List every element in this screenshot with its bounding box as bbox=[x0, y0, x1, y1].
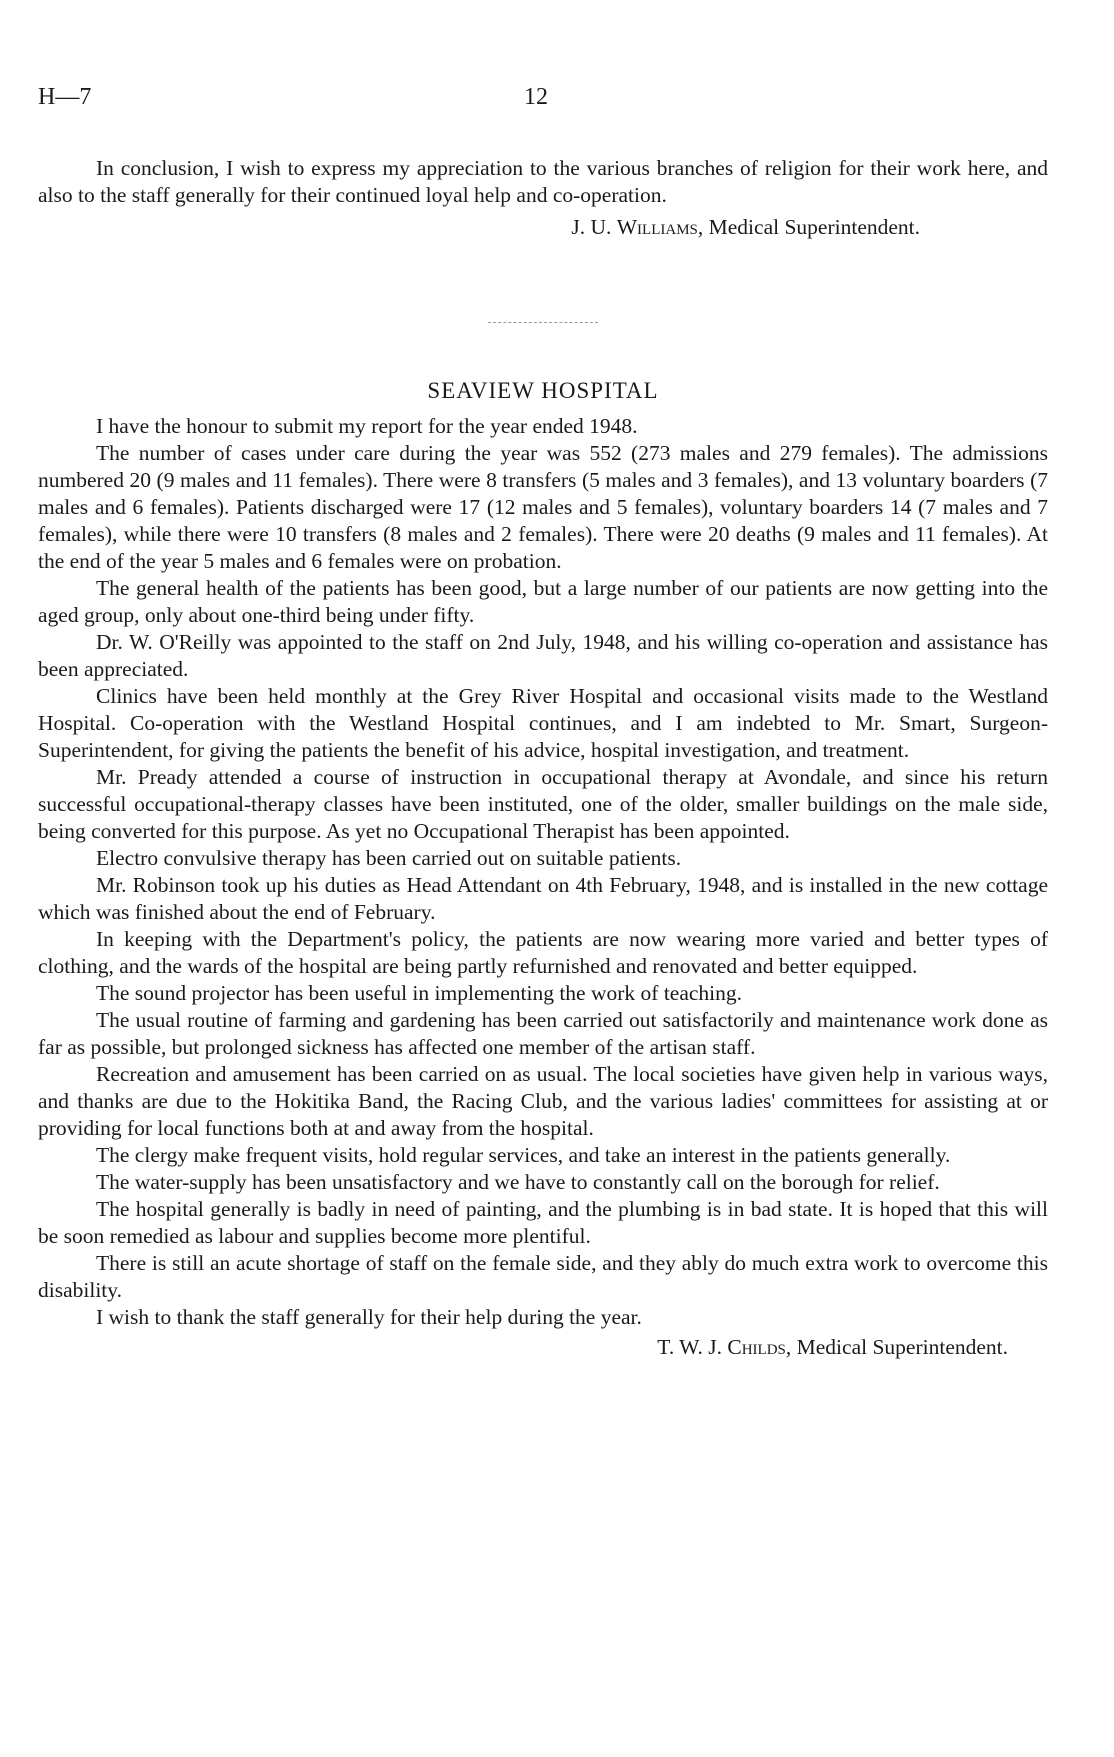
paragraph: The general health of the patients has been good, but a large number of our patients are now getting into the aged group, only about one-third being under fifty. bbox=[38, 576, 1048, 627]
document-reference: H—7 bbox=[38, 84, 92, 110]
paragraph: In conclusion, I wish to express my appreciation to the various branches of religion for their work here, and also to the staff generally for their continued loyal help and co-operation. bbox=[38, 156, 1048, 207]
paragraph: Dr. W. O'Reilly was appointed to the staff on 2nd July, 1948, and his willing co-operation and assistance has been appreciated. bbox=[38, 630, 1048, 681]
paragraph: The number of cases under care during the year was 552 (273 males and 279 females). The admissions numbered 20 (9 males and 11 females). There were 8 transfers (5 males and 3 females), and 13 voluntary boarders (7 males and 6 females). Patients discharged were 17 (12 males and 5 females), voluntary boarders 14 (7 males and 7 females), while there were 10 transfers (8 males and 2 females). There were 20 deaths (9 males and 11 females). At the end of the year 5 males and 6 females were on probation. bbox=[38, 441, 1048, 573]
seaview-hospital-report bbox=[38, 413, 1048, 1361]
paragraph: The hospital generally is badly in need of painting, and the plumbing is in bad state. It is hoped that this will be soon remedied as labour and supplies become more plentiful. bbox=[38, 1197, 1048, 1248]
page-header bbox=[38, 84, 1048, 114]
paragraph: Mr. Robinson took up his duties as Head Attendant on 4th February, 1948, and is installed in the new cottage which was finished about the end of February. bbox=[38, 873, 1048, 924]
paragraph: The clergy make frequent visits, hold regular services, and take an interest in the patients generally. bbox=[96, 1143, 951, 1167]
signature-initials: J. U. bbox=[571, 215, 612, 239]
paragraph: I have the honour to submit my report for the year ended 1948. bbox=[96, 414, 638, 438]
signature-childs bbox=[38, 1334, 1048, 1361]
paragraph: Electro convulsive therapy has been carried out on suitable patients. bbox=[96, 846, 682, 870]
signature-title: , Medical Superintendent. bbox=[697, 215, 920, 239]
paragraph: I wish to thank the staff generally for their help during the year. bbox=[96, 1305, 642, 1329]
paragraph: Mr. Pready attended a course of instruction in occupational therapy at Avondale, and since his return successful occupational-therapy classes have been instituted, one of the older, smaller buildings on the male side, being converted for this purpose. As yet no Occupational Therapist has been appointed. bbox=[38, 765, 1048, 843]
paragraph: The water-supply has been unsatisfactory and we have to constantly call on the borough for relief. bbox=[96, 1170, 940, 1194]
paragraph: Clinics have been held monthly at the Grey River Hospital and occasional visits made to the Westland Hospital. Co-operation with the Westland Hospital continues, and I am indebted to Mr. Smart, Surgeon-Superintendent, for giving the patients the benefit of his advice, hospital investigation, and treatment. bbox=[38, 684, 1048, 762]
signature-initials: T. W. J. bbox=[657, 1335, 722, 1359]
signature-williams bbox=[38, 214, 1048, 241]
paragraph: The usual routine of farming and gardening has been carried out satisfactorily and maintenance work done as far as possible, but prolonged sickness has affected one member of the artisan staff. bbox=[38, 1008, 1048, 1059]
paragraph: The sound projector has been useful in implementing the work of teaching. bbox=[96, 981, 743, 1005]
signature-surname: Childs bbox=[727, 1335, 786, 1359]
paragraph: There is still an acute shortage of staff on the female side, and they ably do much extra work to overcome this disability. bbox=[38, 1251, 1048, 1302]
signature-title: , Medical Superintendent. bbox=[785, 1335, 1008, 1359]
paragraph: In keeping with the Department's policy, the patients are now wearing more varied and better types of clothing, and the wards of the hospital are being partly refurnished and renovated and better equipped. bbox=[38, 927, 1048, 978]
section-heading: SEAVIEW HOSPITAL bbox=[427, 378, 659, 403]
signature-surname: Williams bbox=[616, 215, 698, 239]
section-divider bbox=[488, 322, 598, 323]
paragraph: Recreation and amusement has been carried on as usual. The local societies have given help in various ways, and thanks are due to the Hokitika Band, the Racing Club, and the various ladies' committees for assisting at or providing for local functions both at and away from the hospital. bbox=[38, 1062, 1048, 1140]
previous-report-conclusion bbox=[38, 155, 1048, 241]
page-number: 12 bbox=[524, 84, 548, 110]
